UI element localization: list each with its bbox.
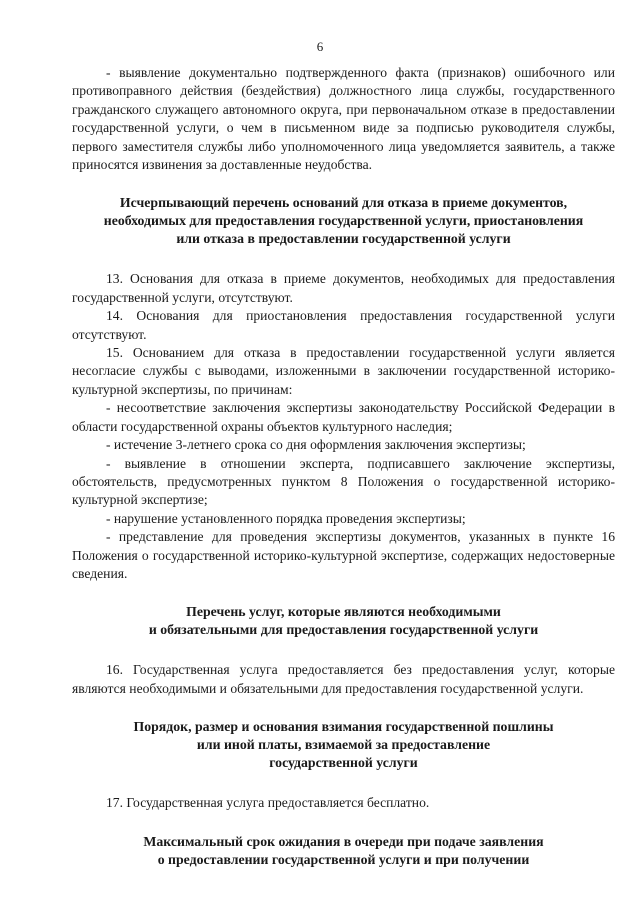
page-number: 6 <box>316 39 324 54</box>
heading-line: государственной услуги <box>269 755 418 771</box>
list-item: - несоответствие заключения экспертизы законодательству Российской Федерации в области государственной охраны объектов культурного наследия; <box>72 400 615 434</box>
list-item: - истечение 3-летнего срока со дня оформления заключения экспертизы; <box>106 437 526 453</box>
section-heading-queue <box>72 833 615 869</box>
page-content <box>72 64 615 869</box>
paragraph-14: 14. Основания для приостановления предоставления государственной услуги отсутствуют. <box>72 308 615 342</box>
heading-line: или отказа в предоставлении государственной услуги <box>176 231 511 247</box>
heading-line: Порядок, размер и основания взимания государственной пошлины <box>133 719 554 735</box>
heading-line: Перечень услуг, которые являются необходимыми <box>186 604 501 620</box>
paragraph-16: 16. Государственная услуга предоставляется без предоставления услуг, которые являются необходимыми и обязательными для предоставления государственной услуги. <box>72 662 615 696</box>
heading-line: или иной платы, взимаемой за предоставление <box>196 737 491 753</box>
paragraph-15: 15. Основанием для отказа в предоставлении государственной услуги является несогласие службы с выводами, изложенными в заключении государственной историко-культурной экспертизы, по причинам: <box>72 345 615 397</box>
heading-line: и обязательными для предоставления государственной услуги <box>148 622 539 638</box>
heading-line: Исчерпывающий перечень оснований для отказа в приеме документов, <box>119 195 568 211</box>
list-item: - нарушение установленного порядка проведения экспертизы; <box>106 510 466 526</box>
paragraph-17: 17. Государственная услуга предоставляется бесплатно. <box>106 795 430 811</box>
section-heading-fee <box>72 718 615 772</box>
paragraph-13: 13. Основания для отказа в приеме документов, необходимых для предоставления государственной услуги, отсутствуют. <box>72 271 615 305</box>
heading-line: о предоставлении государственной услуги и при получении <box>157 851 530 867</box>
section-heading-refusal <box>72 194 615 248</box>
list-item: - выявление в отношении эксперта, подписавшего заключение экспертизы, обстоятельств, предусмотренных пунктом 8 Положения о государственной историко-культурной экспертизе; <box>72 455 615 508</box>
intro-paragraph: - выявление документально подтвержденного факта (признаков) ошибочного или противоправного действия (бездействия) должностного лица службы, государственного гражданского служащего автономного округа, при первоначальном отказе в предоставлении государственной услуги, о чем в письменном виде за подписью руководителя службы, первого заместителя службы либо уполномоченного лица уведомляется заявитель, а также приносятся извинения за доставленные неудобства. <box>72 65 615 173</box>
heading-line: Максимальный срок ожидания в очереди при подаче заявления <box>143 833 544 849</box>
heading-line: необходимых для предоставления государственной услуги, приостановления <box>103 213 584 229</box>
section-heading-services <box>72 603 615 639</box>
list-item: - представление для проведения экспертизы документов, указанных в пункте 16 Положения о государственной историко-культурной экспертизе, содержащих недостоверные сведения. <box>72 529 615 581</box>
